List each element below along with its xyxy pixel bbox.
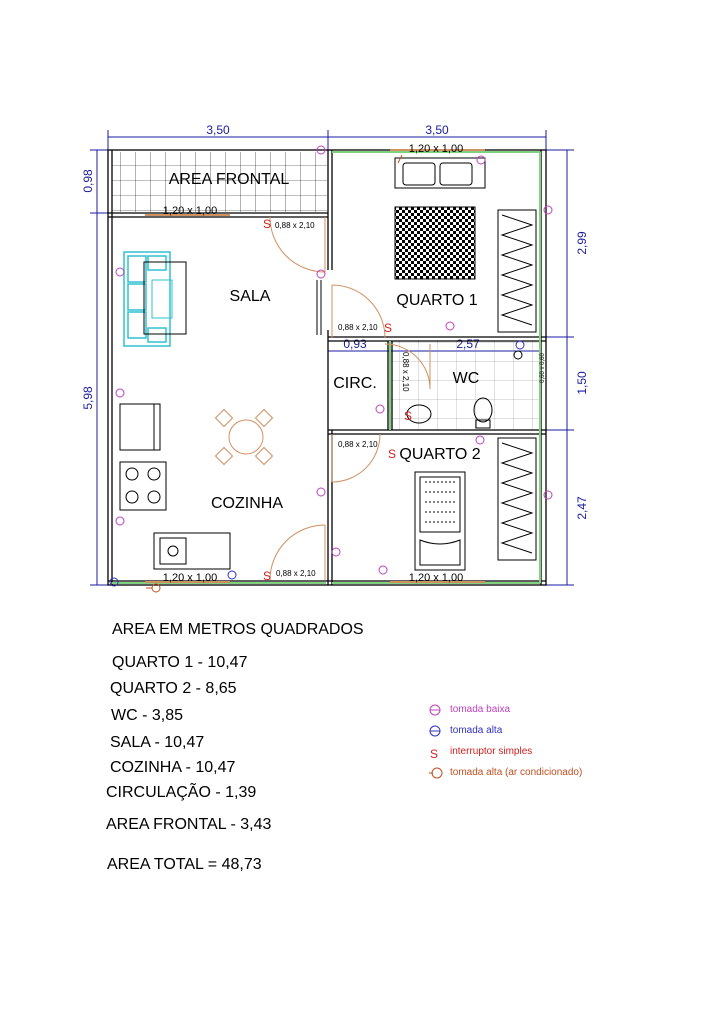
door-label-sala: 0,88 x 2,10 xyxy=(275,221,315,230)
window-label-quarto1: 1,20 x 1,00 xyxy=(408,143,464,155)
window-label-wc: 0,60 x 0,60 xyxy=(540,353,546,383)
door-label-quarto2: 0,88 x 2,10 xyxy=(338,440,378,449)
low-outlet-icon xyxy=(332,548,340,556)
wardrobe-quarto1 xyxy=(498,210,536,332)
area-item-quarto2: QUARTO 2 - 8,65 xyxy=(110,680,237,697)
legend-icons xyxy=(427,700,447,790)
low-outlet-icon xyxy=(446,322,454,330)
dim-hall-left: 0,93 xyxy=(343,337,367,351)
high-outlet-icon xyxy=(228,571,236,579)
switch-icon: S xyxy=(388,447,397,461)
area-item-quarto1: QUARTO 1 - 10,47 xyxy=(112,654,248,671)
low-outlet-icon xyxy=(477,156,485,164)
double-bed xyxy=(395,158,485,188)
room-label-cozinha: COZINHA xyxy=(211,495,283,512)
low-outlet-icon xyxy=(376,405,384,413)
single-bed xyxy=(415,472,465,570)
legend-label-ac-outlet: tomada alta (ar condicionado) xyxy=(450,767,583,778)
fridge xyxy=(120,404,160,450)
dim-top-left: 3,50 xyxy=(206,123,230,137)
area-title: AREA EM METROS QUADRADOS xyxy=(112,621,364,638)
switch-icon: S xyxy=(263,569,272,583)
window-label-frontal: 1,20 x 1,00 xyxy=(162,205,218,217)
low-outlet-icon xyxy=(116,517,124,525)
room-label-circ: CIRC. xyxy=(333,375,377,392)
area-item-sala: SALA - 10,47 xyxy=(110,734,205,751)
dim-top-right: 3,50 xyxy=(425,123,449,137)
dim-right-top: 2,99 xyxy=(575,231,589,255)
dim-right-bottom: 2,47 xyxy=(575,496,589,520)
sink xyxy=(154,533,230,569)
room-label-quarto2: QUARTO 2 xyxy=(399,446,481,463)
stove xyxy=(120,462,166,510)
low-outlet-icon xyxy=(116,389,124,397)
room-label-wc: WC xyxy=(452,370,480,387)
low-outlet-icon xyxy=(544,491,552,499)
low-outlet-icon xyxy=(317,488,325,496)
area-total: AREA TOTAL = 48,73 xyxy=(107,856,262,873)
window-label-cozinha: 1,20 x 1,00 xyxy=(162,572,218,584)
dim-left-main: 5,98 xyxy=(81,386,95,410)
low-outlet-icon xyxy=(116,268,124,276)
switch-icon: S xyxy=(404,409,413,423)
low-outlet-icon xyxy=(544,206,552,214)
legend-label-low-outlet: tomada baixa xyxy=(450,704,511,715)
window-label-quarto2: 1,20 x 1,00 xyxy=(408,572,464,584)
door-label-bottom: 0,88 x 2,10 xyxy=(276,569,316,578)
door-label-wc: 0,88 x 2,10 xyxy=(401,352,410,392)
dim-right-mid: 1,50 xyxy=(575,371,589,395)
wardrobe-quarto2 xyxy=(498,438,536,560)
switch-icon: S xyxy=(430,747,439,761)
room-label-sala: SALA xyxy=(229,288,271,305)
room-label-area-frontal: AREA FRONTAL xyxy=(168,171,290,188)
ac-outlet-icon xyxy=(432,768,442,778)
switch-icon: S xyxy=(263,217,272,231)
dining-table xyxy=(216,410,273,465)
rug-quarto1 xyxy=(395,207,475,279)
area-item-cozinha: COZINHA - 10,47 xyxy=(110,759,236,776)
room-label-quarto1: QUARTO 1 xyxy=(396,292,478,309)
dim-left-top: 0,98 xyxy=(81,169,95,193)
area-item-area-frontal: AREA FRONTAL - 3,43 xyxy=(106,816,272,833)
sliding-door xyxy=(317,280,321,335)
low-outlet-icon xyxy=(317,270,325,278)
door-label-quarto1: 0,88 x 2,10 xyxy=(338,323,378,332)
low-outlet-icon xyxy=(476,436,484,444)
low-outlet-icon xyxy=(379,566,387,574)
legend-label-high-outlet: tomada alta xyxy=(450,725,503,736)
area-item-wc: WC - 3,85 xyxy=(111,707,184,724)
switch-icon: S xyxy=(384,321,393,335)
legend-label-switch: interruptor simples xyxy=(450,746,533,757)
area-item-circulacao: CIRCULAÇÃO - 1,39 xyxy=(106,784,257,801)
sofa xyxy=(124,252,170,346)
coffee-table xyxy=(144,262,186,334)
